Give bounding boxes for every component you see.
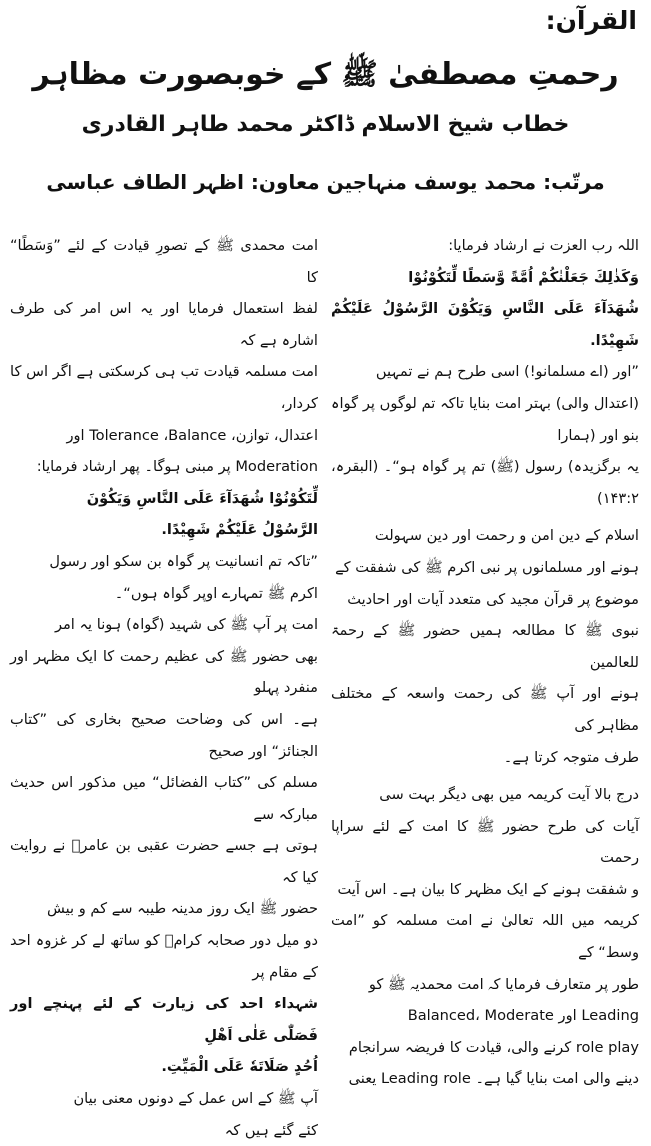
text-line: (اعتدال والی) بہتر امت بنایا تاکہ تم لوگوں پر گواہ بنو اور (ہمارا	[331, 394, 639, 444]
credits-line: مرتّب: محمد یوسف منہاجین معاون: اظہر الطاف عباسی	[46, 170, 605, 194]
text-line: کئے گئے ہیں کہ	[224, 1121, 318, 1139]
hadith-line: اُحُدٍ صَلَاتَهٗ عَلَى الْمَيِّتِ.	[161, 1058, 318, 1076]
text-line: آیات کی طرح حضور ﷺ کا امت کے لئے سراپا رحمت	[331, 817, 639, 867]
text-line: اللہ رب العزت نے ارشاد فرمایا:	[448, 237, 639, 254]
text-line: بھی حضور ﷺ کی عظیم رحمت کا ایک مظہر اور منفرد پہلو	[10, 647, 318, 697]
text-line: و شفقت ہونے کے ایک مظہر کا بیان ہے۔ اس آیت	[337, 880, 639, 898]
quran-verse-line: شُهَدَآءَ عَلَى النَّاسِ وَيَكُوْنَ الرَّسُوْلُ عَلَيْكُمْ شَهِيْدًا.	[331, 300, 639, 349]
text-line: کریمہ میں اللہ تعالیٰ نے امت مسلمہ کو ”امت وسط“ کے	[331, 912, 639, 962]
hadith-line: شہداء احد کی زیارت کے لئے پہنچے اور فَصَلّٰی عَلٰی اَهْلِ	[10, 995, 318, 1044]
text-line: ہونے اور آپ ﷺ کی رحمت واسعہ کے مختلف مظاہر کی	[331, 685, 639, 734]
text-line: طور پر متعارف فرمایا کہ امت محمدیہ ﷺ کو	[368, 975, 639, 993]
text-line: Moderation پر مبنی ہوگا۔ پھر ارشاد فرمایا:	[36, 458, 318, 476]
left-column	[10, 230, 318, 1139]
text-line: حضور ﷺ ایک روز مدینہ طیبہ سے کم و بیش	[47, 900, 318, 918]
text-line: نبوی ﷺ کا مطالعہ ہمیں حضور ﷺ کے رحمۃ للعالمین	[331, 622, 639, 671]
text-line: طرف متوجہ کرتا ہے۔	[503, 748, 639, 766]
text-line: Leading اور Balanced، Moderate	[407, 1007, 639, 1025]
text-line: آپ ﷺ کے اس عمل کے دونوں معنی بیان	[73, 1090, 318, 1108]
quran-verse-line: لِّتَكُوْنُوْا شُهَدَآءَ عَلَى النَّاسِ وَيَكُوْنَ	[86, 489, 318, 507]
text-line: اسلام کے دین امن و رحمت اور دین سہولت	[374, 527, 639, 545]
section-heading: القرآن:	[545, 6, 637, 35]
text-line: مسلم کی ”کتاب الفضائل“ میں مذکور اس حدیث مبارکہ سے	[10, 774, 318, 823]
text-line: اعتدال، توازن، Tolerance ،Balance اور	[66, 426, 318, 444]
speaker-line: خطاب شیخ الاسلام ڈاکٹر محمد طاہر القادری	[81, 112, 570, 137]
quran-verse-line: وَكَذٰلِكَ جَعَلْنٰكُمْ اُمَّةً وَّسَطًا لِّتَكُوْنُوْا	[408, 268, 639, 286]
text-line: امت پر آپ ﷺ کی شہید (گواہ) ہونا یہ امر	[54, 616, 318, 634]
text-line: امت مسلمہ قیادت تب ہی کرسکتی ہے اگر اس کا کردار،	[10, 363, 318, 412]
text-line: ”اور (اے مسلمانو!) اسی طرح ہم نے تمہیں	[375, 363, 639, 381]
text-line: ہے۔ اس کی وضاحت صحیح بخاری کی ”کتاب الجنائز“ اور صحیح	[10, 710, 318, 760]
text-line: یہ برگزیدہ) رسول (ﷺ) تم پر گواہ ہو“۔ (البقرہ، ۱۴۳:۲)	[331, 458, 639, 507]
right-column	[331, 230, 639, 1088]
text-line: موضوع پر قرآن مجید کی متعدد آیات اور احادیث	[347, 590, 639, 608]
text-line: ہوتی ہے جسے حضرت عقبی بن عامرؓ نے روایت کیا کہ	[10, 837, 318, 886]
quran-verse-line: الرَّسُوْلُ عَلَيْكُمْ شَهِيْدًا.	[161, 521, 318, 539]
text-line: دو میل دور صحابہ کرامؓ کو ساتھ لے کر غزوہ احد کے مقام پر	[10, 932, 318, 981]
text-line: اکرم ﷺ تمہارے اوپر گواہ ہوں“۔	[114, 584, 318, 602]
text-line: role play کرنے والی، قیادت کا فریضہ سرانجام	[348, 1038, 639, 1056]
text-line: دینے والی امت بنایا گیا ہے۔ Leading role یعنی	[348, 1070, 639, 1088]
text-line: ”تاکہ تم انسانیت پر گواہ بن سکو اور رسول	[49, 552, 318, 570]
text-line: لفظ استعمال فرمایا اور یہ اس امر کی طرف اشارہ ہے کہ	[10, 300, 318, 349]
article-title: رحمتِ مصطفیٰ ﷺ کے خوبصورت مظاہر	[32, 57, 619, 92]
text-line: ہونے اور مسلمانوں پر نبی اکرم ﷺ کی شفقت کے	[335, 558, 639, 576]
text-line: امت محمدی ﷺ کے تصورِ قیادت کے لئے ”وَسَطًا“ کا	[10, 237, 318, 286]
text-line: درج بالا آیت کریمہ میں بھی دیگر بہت سی	[379, 786, 639, 804]
